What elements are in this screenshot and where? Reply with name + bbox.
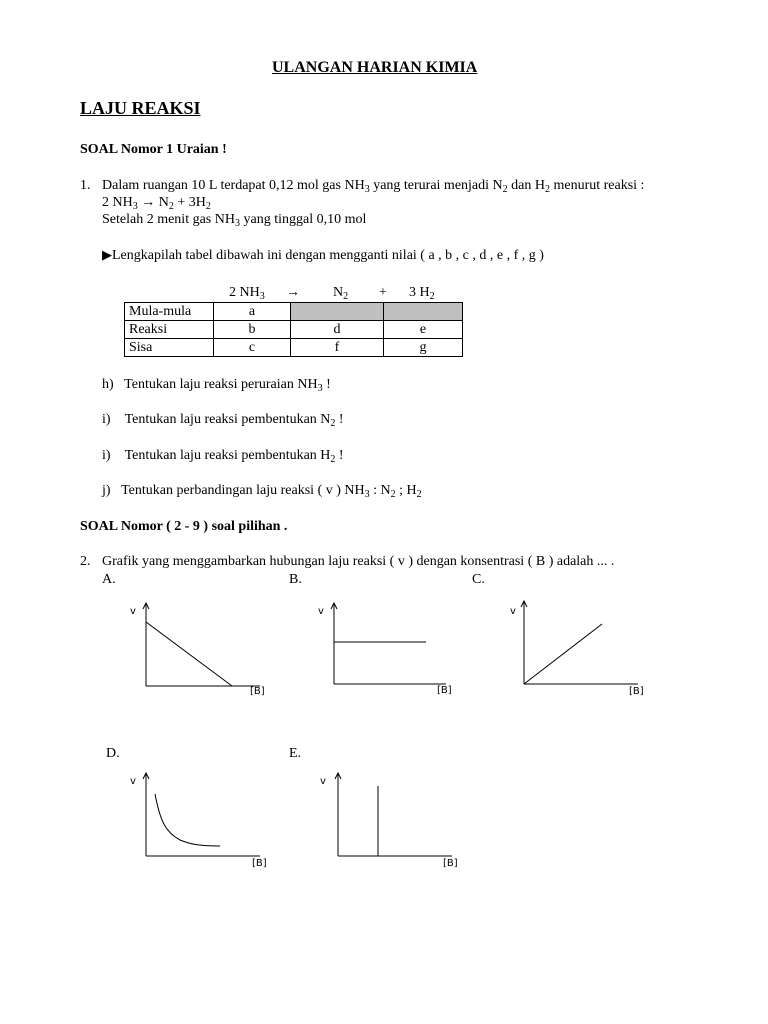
table-cell: f	[291, 339, 384, 357]
section2-heading: SOAL Nomor ( 2 - 9 ) soal pilihan .	[80, 519, 288, 534]
graph-c	[498, 598, 648, 698]
graph-c-y-label: v	[510, 606, 516, 617]
q2-text: Grafik yang menggambarkan hubungan laju reaksi ( v ) dengan konsentrasi ( B ) adalah ... .	[102, 554, 615, 569]
subq-i2: i) Tentukan laju reaksi pembentukan $H_2$ !	[102, 448, 344, 465]
table-cell: b	[214, 321, 291, 339]
graph-b-x-label: [B]	[437, 685, 452, 696]
graph-d-x-label: [B]	[252, 858, 267, 869]
table-cell: a	[214, 303, 291, 321]
q1-line3: Setelah 2 menit gas $NH_3$ yang tinggal 0,10 mol	[102, 212, 367, 229]
eq-plus: +	[379, 285, 387, 300]
graph-c-x-label: [B]	[629, 686, 644, 697]
table-cell: c	[214, 339, 291, 357]
q2-number: 2.	[80, 554, 91, 569]
topic-heading: LAJU REAKSI	[80, 98, 201, 118]
q1-line1: Dalam ruangan 10 L terdapat 0,12 mol gas $NH_3$ yang terurai menjadi $N_2$ dan $H_2$ menurut reaksi :	[102, 178, 645, 195]
document-title: ULANGAN HARIAN KIMIA	[272, 59, 478, 76]
option-e-label: E.	[289, 746, 302, 761]
table-cell-shaded	[384, 303, 463, 321]
option-c-label: C.	[472, 572, 485, 587]
table-cell: g	[384, 339, 463, 357]
q1-number: 1.	[80, 178, 91, 193]
option-d-label: D.	[106, 746, 120, 761]
option-a-label: A.	[102, 572, 116, 587]
graph-a	[120, 600, 270, 700]
graph-d	[120, 770, 270, 870]
reaction-table	[124, 302, 463, 357]
play-marker-icon: ▶	[102, 248, 112, 263]
table-cell-shaded	[291, 303, 384, 321]
graph-a-y-label: v	[130, 606, 136, 617]
eq-nh3: 2 $NH_3$	[229, 285, 265, 302]
table-row	[125, 321, 463, 339]
table-cell: d	[291, 321, 384, 339]
eq-arrow: →	[286, 285, 300, 300]
eq-h2: 3 $H_2$	[409, 285, 435, 302]
graph-e-y-label: v	[320, 776, 326, 787]
subq-j: j) Tentukan perbandingan laju reaksi ( v ) $NH_3$ : $N_2$ ; $H_2$	[102, 483, 422, 500]
row-label: Reaksi	[125, 321, 214, 339]
graph-b-y-label: v	[318, 606, 324, 617]
q1-reaction: 2 $NH_3 \to N_2 + 3H_2$	[102, 195, 211, 212]
q1-instruction: ▶Lengkapilah tabel dibawah ini dengan mengganti nilai ( a , b , c , d , e , f , g )	[102, 248, 544, 263]
graph-e-x-label: [B]	[443, 858, 458, 869]
row-label: Sisa	[125, 339, 214, 357]
table-cell: e	[384, 321, 463, 339]
subq-i1: i) Tentukan laju reaksi pembentukan $N_2$ !	[102, 412, 344, 429]
row-label: Mula-mula	[125, 303, 214, 321]
graph-d-y-label: v	[130, 776, 136, 787]
table-row	[125, 339, 463, 357]
graph-e	[312, 770, 462, 870]
graph-a-x-label: [B]	[250, 686, 265, 697]
eq-n2: $N_2$	[333, 285, 349, 302]
table-row	[125, 303, 463, 321]
subq-h: h) Tentukan laju reaksi peruraian $NH_3$ !	[102, 377, 331, 394]
option-b-label: B.	[289, 572, 302, 587]
section1-heading: SOAL Nomor 1 Uraian !	[80, 142, 227, 157]
